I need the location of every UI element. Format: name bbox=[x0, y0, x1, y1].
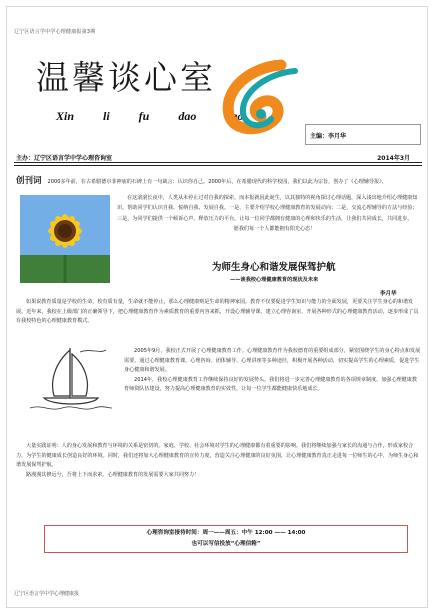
issue-date: 2014年3月 bbox=[377, 155, 410, 162]
article-body-right bbox=[124, 347, 422, 395]
notice-mailbox: 也可以写信投放“心理信箱” bbox=[191, 541, 261, 547]
intro-sign: 愿我们每一个人都能拥有阳光心态！ bbox=[233, 225, 316, 232]
preface-text: 2000多年前，在古希腊德尔菲神庙的石碑上有一句箴言：认识你自己。2000年后，在希腊现代的科学校园，我们以此为宗旨，创办了《心理辅导报》。 bbox=[47, 179, 387, 185]
notice-hours: 心理咨询室接待时间：周一——周五：中午 12:00 —— 14:00 bbox=[146, 530, 306, 536]
article-subtitle: ——谈我校心理健康教育的现状及未来 bbox=[230, 277, 319, 283]
article-paragraph: 2014年，我校心理健康教育工作继续保持良好的发展势头。我们将进一步完善心理健康教育的各项规章制度，加强心理健康教育师资队伍建设，努力提高心理健康教育的实效性，让每一位学生都能健康快乐地成长。 bbox=[124, 376, 417, 393]
article-paragraph: 如果说教育质量是学校的生命，校有质有量，生命就不能停止，那么心理健康则是生命的精神家园。教育不仅要促进学生知识与能力的全面发展，更要关注学生身心的和谐发展。近年来，我校在上级部门的正确领导下，把心理健康教育作为素质教育的重要内容来抓，开设心理辅导课，建立心理咨询室，开展各种形式的心理健康教育活动，逐步形成了具有我校特色的心理健康教育模式。 bbox=[16, 299, 419, 325]
article-title: 为师生身心和谐发展保驾护航 bbox=[212, 262, 336, 273]
organizer-text: 主办：辽宁区语言学中学心理咨询室 bbox=[16, 155, 113, 162]
masthead-title: 温馨谈心室 bbox=[36, 58, 216, 97]
article-body-top bbox=[16, 298, 422, 327]
preface-tag: 创刊词 bbox=[16, 176, 42, 186]
running-footer: 辽宁区语言学中学心理健康报 bbox=[14, 591, 80, 597]
consultation-notice bbox=[44, 525, 408, 553]
editor-label: 主编：李月华 bbox=[310, 133, 347, 140]
masthead-pinyin: Xin li fu dao bao bbox=[56, 109, 244, 123]
article-paragraph: 大量实践证明：人的身心发展和教育与环境的关系是密切的。家庭、学校、社会环境对学生的心理健康都有着重要的影响。我们将继续加强与家长的沟通与合作，形成家校合力，为学生的健康成长创造良好的环境。同时，我们还将加大心理健康教育的宣传力度，营造关注心理健康的良好氛围，让心理健康教育真正走进每一位师生的心中，为师生身心和谐发展保驾护航。 bbox=[16, 443, 419, 469]
info-row bbox=[16, 153, 420, 162]
article-paragraph: 2005年9月，我校正式开展了心理健康教育工作。心理健康教育作为我校德育的重要组成部分，紧密围绕学生的身心特点和发展需要，通过心理健康教育课、心理咨询、团体辅导、心理讲座等多种途径，积极开展各种活动，切实提高学生的心理素质，促进学生身心健康和谐发展。 bbox=[124, 348, 421, 374]
preface bbox=[16, 176, 422, 187]
logo-icon bbox=[211, 57, 303, 137]
sailboat-illustration bbox=[20, 342, 120, 416]
article-body-bottom bbox=[16, 442, 422, 480]
article-author: 李月华 bbox=[380, 291, 397, 297]
sunflower-image bbox=[20, 195, 110, 283]
editor-box bbox=[305, 124, 421, 145]
double-rule bbox=[14, 162, 422, 166]
intro-column bbox=[117, 193, 422, 234]
running-header: 辽宁区语言学中学心理健康报第3期 bbox=[14, 29, 96, 35]
article-closing: 路漫漫其修远兮，吾将上下而求索。心理健康教育的发展需要大家共同努力！ bbox=[26, 471, 200, 478]
intro-paragraph: 在这滚滚长夜中，人类从未停止过对自我的探索。而本报就因此诞生，以其独特的视角探讨心理话题，深入浅出地介绍心理健康知识，帮助同学们认识自我、悦纳自我、发展自我。一是，主要介绍学校心理健康教育的发展动向；二是，交流心理辅导的方法与经验；三是，为同学们提供一个倾诉心声、释放压力的平台，让每一位同学都拥有健康的心理和快乐的生活，让我们共同成长，共同进步。 bbox=[117, 195, 418, 222]
